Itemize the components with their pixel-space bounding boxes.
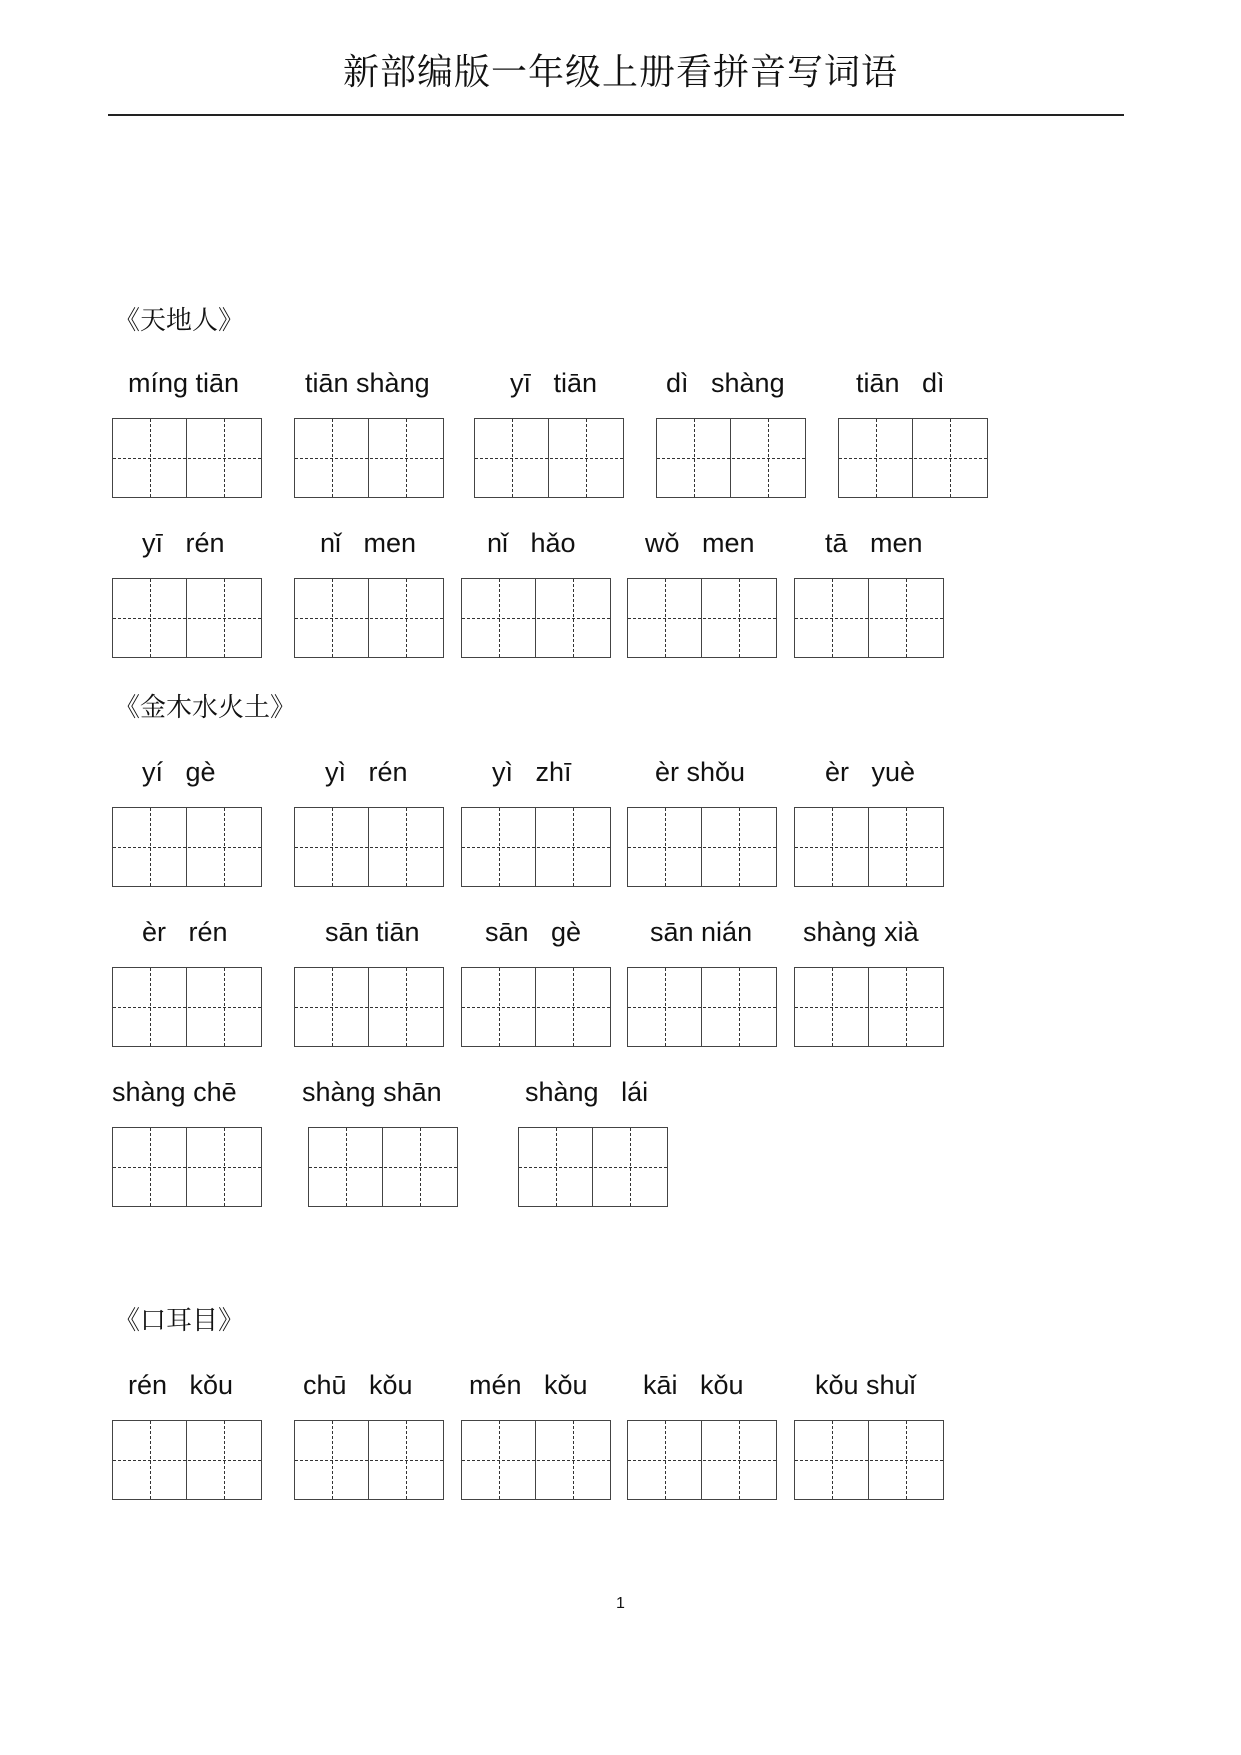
pinyin-label: sān gè [485, 917, 582, 947]
pinyin-label: sān tiān [325, 917, 420, 947]
writing-grid[interactable] [627, 967, 777, 1047]
pinyin-label: mén kǒu [469, 1370, 588, 1400]
pinyin-label: nǐ men [320, 528, 417, 558]
section-heading: 《口耳目》 [114, 1306, 245, 1336]
writing-grid[interactable] [627, 578, 777, 658]
pinyin-label: wǒ men [645, 528, 755, 558]
writing-grid[interactable] [461, 578, 611, 658]
writing-grid[interactable] [294, 1420, 444, 1500]
writing-grid[interactable] [794, 967, 944, 1047]
writing-grid[interactable] [627, 1420, 777, 1500]
grid-guide-line [795, 1007, 943, 1008]
grid-guide-line [795, 618, 943, 619]
writing-grid[interactable] [294, 418, 444, 498]
writing-grid[interactable] [794, 807, 944, 887]
grid-guide-line [113, 1460, 261, 1461]
writing-grid[interactable] [627, 807, 777, 887]
grid-guide-line [113, 1007, 261, 1008]
writing-grid[interactable] [518, 1127, 668, 1207]
page-number: 1 [616, 1595, 625, 1612]
writing-grid[interactable] [794, 578, 944, 658]
pinyin-label: èr yuè [825, 757, 916, 787]
writing-grid[interactable] [461, 967, 611, 1047]
pinyin-label: nǐ hǎo [487, 528, 576, 558]
writing-grid[interactable] [794, 1420, 944, 1500]
pinyin-label: dì shàng [666, 368, 785, 398]
grid-guide-line [309, 1167, 457, 1168]
pinyin-label: sān nián [650, 917, 753, 947]
grid-guide-line [795, 1460, 943, 1461]
pinyin-label: kāi kǒu [643, 1370, 744, 1400]
grid-guide-line [113, 847, 261, 848]
pinyin-label: yí gè [142, 757, 216, 787]
grid-guide-line [628, 1007, 776, 1008]
section-heading: 《金木水火土》 [114, 693, 297, 723]
pinyin-label: chū kǒu [303, 1370, 413, 1400]
pinyin-label: tiān dì [856, 368, 945, 398]
page-title: 新部编版一年级上册看拼音写词语 [342, 52, 898, 93]
pinyin-label: yì zhī [492, 757, 572, 787]
grid-guide-line [295, 1460, 443, 1461]
writing-grid[interactable] [112, 578, 262, 658]
pinyin-label: èr rén [142, 917, 228, 947]
pinyin-label: yī tiān [510, 368, 598, 398]
grid-guide-line [519, 1167, 667, 1168]
pinyin-label: shàng shān [302, 1077, 442, 1107]
writing-grid[interactable] [461, 1420, 611, 1500]
writing-grid[interactable] [112, 1127, 262, 1207]
grid-guide-line [295, 847, 443, 848]
writing-grid[interactable] [112, 1420, 262, 1500]
writing-grid[interactable] [294, 967, 444, 1047]
grid-guide-line [295, 618, 443, 619]
pinyin-label: shàng lái [525, 1077, 649, 1107]
pinyin-label: tiān shàng [305, 368, 430, 398]
grid-guide-line [462, 847, 610, 848]
pinyin-label: kǒu shuǐ [815, 1370, 916, 1400]
writing-grid[interactable] [656, 418, 806, 498]
pinyin-label: shàng chē [112, 1077, 237, 1107]
pinyin-label: tā men [825, 528, 923, 558]
grid-guide-line [475, 458, 623, 459]
header-rule [108, 114, 1124, 116]
pinyin-label: rén kǒu [128, 1370, 234, 1400]
pinyin-label: èr shǒu [655, 757, 746, 787]
grid-guide-line [657, 458, 805, 459]
pinyin-label: míng tiān [128, 368, 240, 398]
grid-guide-line [113, 1167, 261, 1168]
writing-grid[interactable] [112, 418, 262, 498]
grid-guide-line [628, 1460, 776, 1461]
writing-grid[interactable] [294, 578, 444, 658]
grid-guide-line [795, 847, 943, 848]
pinyin-label: shàng xià [803, 917, 919, 947]
grid-guide-line [462, 618, 610, 619]
writing-grid[interactable] [294, 807, 444, 887]
writing-grid[interactable] [112, 967, 262, 1047]
grid-guide-line [295, 1007, 443, 1008]
writing-grid[interactable] [308, 1127, 458, 1207]
pinyin-label: yī rén [142, 528, 225, 558]
grid-guide-line [462, 1460, 610, 1461]
pinyin-label: yì rén [325, 757, 408, 787]
grid-guide-line [462, 1007, 610, 1008]
writing-grid[interactable] [461, 807, 611, 887]
grid-guide-line [113, 458, 261, 459]
section-heading: 《天地人》 [114, 306, 245, 336]
grid-guide-line [113, 618, 261, 619]
grid-guide-line [628, 618, 776, 619]
writing-grid[interactable] [838, 418, 988, 498]
writing-grid[interactable] [112, 807, 262, 887]
grid-guide-line [628, 847, 776, 848]
grid-guide-line [839, 458, 987, 459]
grid-guide-line [295, 458, 443, 459]
writing-grid[interactable] [474, 418, 624, 498]
